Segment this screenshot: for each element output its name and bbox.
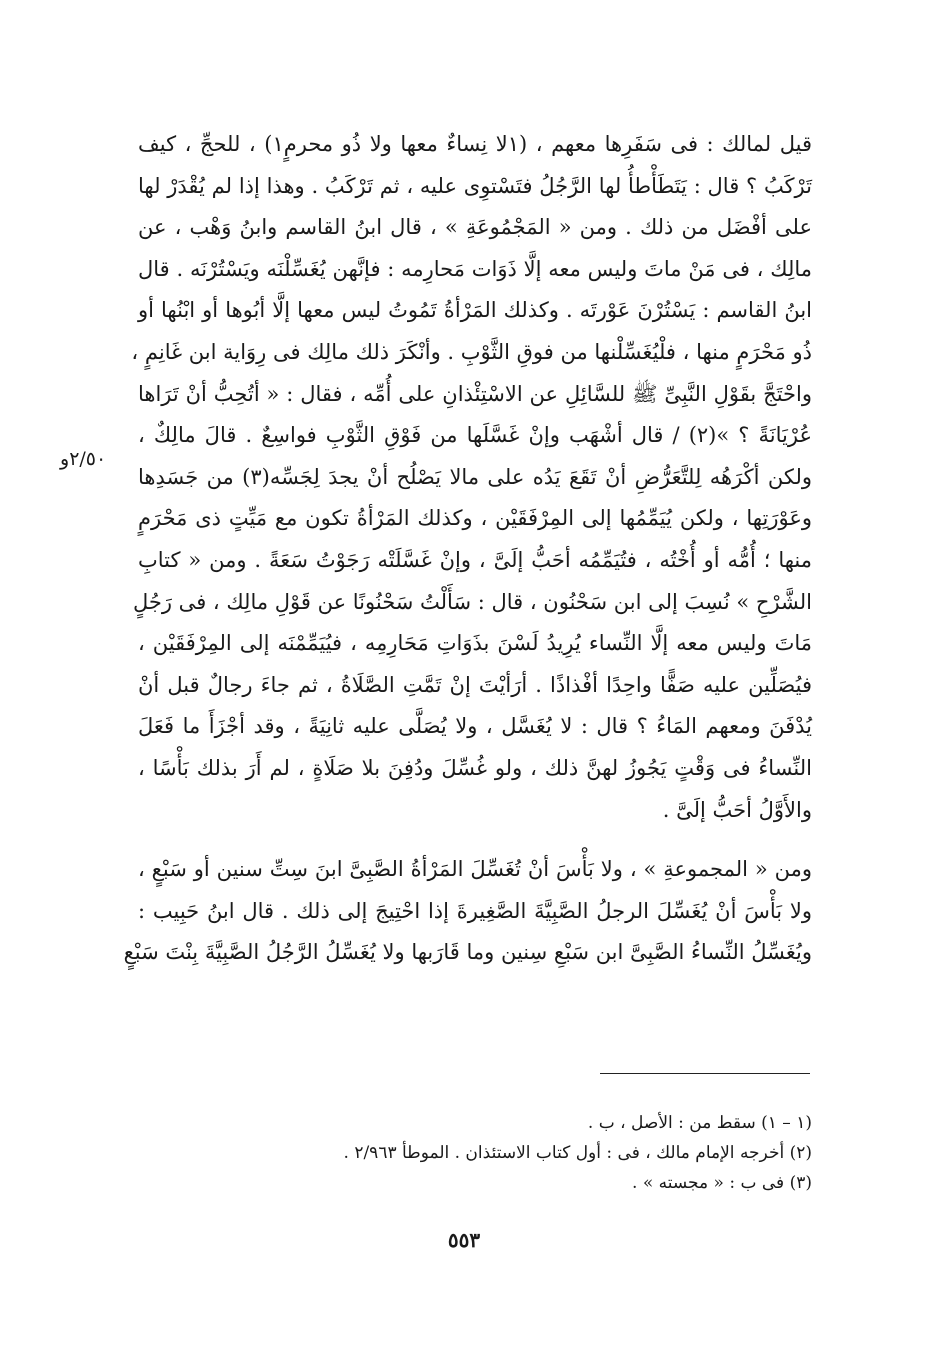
text-line: ابنُ القاسم : يَسْتُرْنَ عَوْرتَه . وكذلك المَرْأةُ تَمُوتُ ليس معها إلَّا أبُوها أو ابْنُها أو	[138, 298, 812, 323]
main-text	[123, 124, 813, 974]
text-line: ولكن أكْرَهُه لِلتَّعَرُّضِ أنْ تَقَعَ يَدُه على مالا يَصْلُح أنْ يجدَ لِجَسِّه(٣) من جَسَدِها	[138, 464, 812, 489]
text-line: على أفْضَل من ذلك . ومن « المَجْمُوعَةِ » ، قال ابنُ القاسم وابنُ وَهْب ، عن	[138, 215, 812, 240]
text-line: ومن « المجموعةِ » ، ولا بَأْسَ أنْ تُغَسِّلَ المَرْأةُ الصَّبِىَّ ابنَ سِتِّ سنين أو سَبْعٍ ،	[138, 857, 812, 882]
text-line: تَرْكَبُ ؟ قال : يَتَطَأْطأُ لها الرَّجُلُ فتَسْتوِى عليه ، ثم تَرْكَبُ . وهذا إذا لم يُقْدَرْ لها	[138, 173, 812, 198]
text-line: قيل لمالك : فى سَفَرِها معهم ، (١لا نِساءٌ معها ولا ذُو محرمٍ١) ، للحجِّ ، كيف	[138, 132, 813, 156]
footnote-separator	[600, 1073, 810, 1074]
paragraph-gap	[138, 831, 812, 849]
footnote: (١ – ١) سقط من : الأصل ، ب .	[587, 1113, 812, 1133]
paragraph-1	[131, 124, 813, 831]
text-line: وعَوْرَتِها ، ولكن يُيَمِّمُها إلى المِرْفَقَيْن ، وكذلك المَرْأةُ تكون مع مَيِّتٍ ذى مَحْرَمٍ	[138, 506, 812, 531]
paragraph-2	[123, 849, 812, 974]
text-line: النِّساءُ فى وَقْتٍ يَجُوزُ لهنَّ ذلك ، ولو غُسِّلَ ودُفِنَ بلا صَلَاةٍ ، لم أَرَ بذلك بَأْسًا ،	[138, 755, 812, 780]
text-line: منها ؛ أُمُّه أو أُخْتُه ، فتُيَمِّمُه أحَبُّ إلَىَّ ، وإنْ غَسَّلَتْه رَجَوْتُ سَعَةً . ومن « كتابِ	[138, 547, 812, 572]
footnote: (٣) فى ب : « مجسته » .	[632, 1173, 812, 1193]
text-line: فيُصَلِّين عليه صَفًّا واحِدًا أفْذاذًا . أرَأيْتَ إنْ تَمَّتِ الصَّلَاةُ ، ثم جاءَ رجالٌ قبل أنْ	[138, 672, 812, 697]
text-line: ولا بَأْسَ أنْ يُغَسِّلَ الرجلُ الصَّبِيَّةَ الصَّغِيرةَ إذا احْتِيجَ إلى ذلك . قال ابنُ حَبِيب :	[138, 898, 812, 923]
footnote: (٢) أخرجه الإمام مالك ، فى : أول كتاب الاستئذان . الموطأ ٢/٩٦٣ .	[343, 1143, 812, 1163]
text-line: الشَّرْحِ » نُسِبَ إلى ابن سَحْنُون ، قال : سَأَلْتُ سَحْنُونًا عن قَوْلِ مالِك ، فى رَجُلٍ	[132, 589, 812, 614]
text-line: مَاتَ وليس معه إلَّا النِّساء يُرِيدُ لَسْنَ بذَوَاتِ مَحَارِمِه ، فيُيَمِّمْنَه إلى المِرْفَقَيْن ،	[138, 631, 813, 656]
text-line: عُرْيَانَةً ؟ »(٢) / قال أشْهَب وإنْ غَسَّلَها من فَوْقِ الثَّوْبِ فواسِعٌ . قالَ مالِكٌ ،	[138, 423, 812, 448]
margin-folio-note: ٢/٥٠و	[60, 448, 107, 470]
footnotes	[300, 1108, 812, 1198]
text-line: ويُغَسِّلُ النِّساءُ الصَّبِىَّ ابن سَبْعِ سِنين وما قَارَبها ولا يُغَسِّلُ الرَّجُلُ الصَّبِيَّةَ بِنْتَ سَبْعٍ	[123, 940, 812, 965]
text-line: واحْتَجَّ بقَوْلِ النَّبِىِّ ﷺ للسَّائِلِ عن الاسْتِئْذانِ على أُمِّه ، فقال : « أتُحِبُّ أنْ تَرَاها	[138, 381, 812, 406]
text-line: ذُو مَحْرَمٍ منها ، فلْيُغَسِّلْنها من فوقِ الثَّوْبِ . وأنْكَرَ ذلك مالِك فى رِوَاية ابن غَانِمٍ ،	[131, 339, 812, 364]
page-number: ٥٥٣	[447, 1228, 481, 1252]
text-line: يُدْفَنَ ومعهم المَاءُ ؟ قال : لا يُغَسَّل ، ولا يُصَلَّى عليه ثانِيَةً ، وقد أجْزَأَ ما فَعَلَ	[138, 714, 812, 739]
text-line: والأَوَّلُ أحَبُّ إلَىَّ .	[662, 797, 812, 822]
text-line: مالِك ، فى مَنْ ماتَ وليس معه إلَّا ذَوَات مَحارِمه : فإنَّهن يُغَسِّلْنَه ويَسْتُرْنَه . قال	[138, 256, 812, 281]
